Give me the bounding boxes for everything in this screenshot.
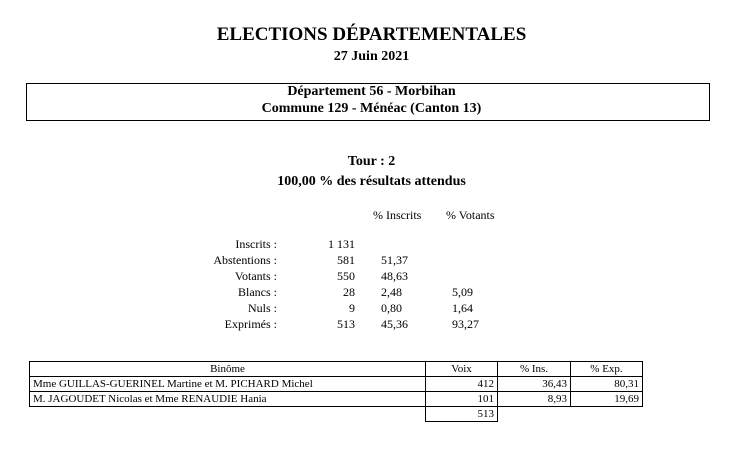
pct-exp-value: 80,31	[571, 377, 643, 392]
summary-pct-votants: 1,64	[452, 301, 473, 315]
summary-label: Exprimés :	[224, 317, 277, 331]
binome-name: Mme GUILLAS-GUERINEL Martine et M. PICHARD Michel	[30, 377, 426, 392]
voix-value: 412	[426, 377, 498, 392]
summary-pct-inscrits: 0,80	[381, 301, 402, 315]
page-title: ELECTIONS DÉPARTEMENTALES	[216, 24, 527, 45]
col-header-inscrits: % Inscrits	[373, 208, 422, 222]
department-label: Département 56 - Morbihan	[287, 84, 456, 99]
summary-pct-inscrits: 2,48	[381, 285, 402, 299]
election-date: 27 Juin 2021	[333, 49, 410, 64]
summary-pct-inscrits: 51,37	[381, 253, 408, 267]
table-row	[30, 377, 643, 392]
header-pct-exp: % Exp.	[571, 362, 643, 377]
pct-ins-value: 36,43	[498, 377, 571, 392]
total-voix: 513	[426, 407, 498, 422]
summary-pct-inscrits: 48,63	[381, 269, 408, 283]
header-pct-ins: % Ins.	[498, 362, 571, 377]
commune-label: Commune 129 - Ménéac (Canton 13)	[261, 101, 482, 116]
summary-pct-inscrits: 45,36	[381, 317, 408, 331]
results-header-row	[30, 362, 643, 377]
summary-pct-votants: 93,27	[452, 317, 479, 331]
summary-label: Votants :	[234, 269, 277, 283]
summary-label: Nuls :	[247, 301, 277, 315]
summary-value: 9	[349, 301, 355, 315]
header-binome: Binôme	[30, 362, 426, 377]
summary-value: 581	[337, 253, 355, 267]
summary-label: Blancs :	[238, 285, 277, 299]
pct-exp-value: 19,69	[571, 392, 643, 407]
results-progress: 100,00 % des résultats attendus	[277, 174, 466, 189]
header-voix: Voix	[426, 362, 498, 377]
col-header-votants: % Votants	[446, 208, 495, 222]
binome-name: M. JAGOUDET Nicolas et Mme RENAUDIE Hania	[30, 392, 426, 407]
summary-value: 550	[337, 269, 355, 283]
summary-value: 1 131	[328, 237, 355, 251]
summary-label: Inscrits :	[235, 237, 277, 251]
pct-ins-value: 8,93	[498, 392, 571, 407]
results-table	[29, 361, 643, 422]
summary-value: 513	[337, 317, 355, 331]
summary-label: Abstentions :	[213, 253, 277, 267]
summary-pct-votants: 5,09	[452, 285, 473, 299]
summary-value: 28	[343, 285, 355, 299]
total-row	[30, 407, 643, 422]
table-row	[30, 392, 643, 407]
round-label: Tour : 2	[347, 154, 396, 169]
voix-value: 101	[426, 392, 498, 407]
